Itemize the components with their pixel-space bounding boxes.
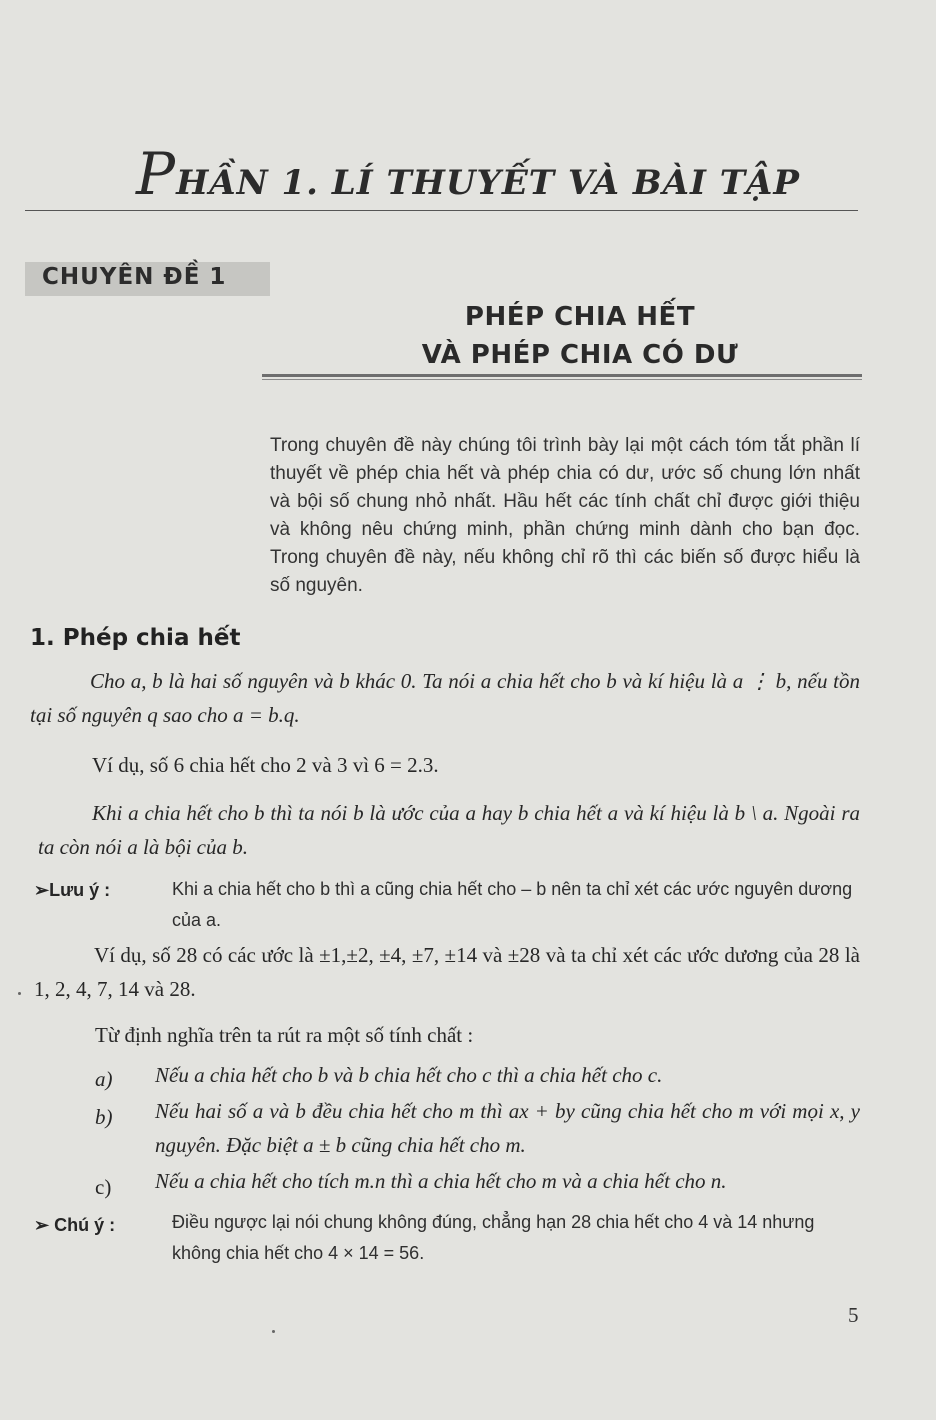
section-title: 1. Phép chia hết	[30, 625, 241, 651]
chapter-title-line1: PHÉP CHIA HẾT	[464, 302, 696, 332]
property-text-a: Nếu a chia hết cho b và b chia hết cho c thì a chia hết cho c.	[155, 1063, 663, 1087]
example-2: Ví dụ, số 28 có các ước là ±1,±2, ±4, ±7, ±14 và ±28 và ta chỉ xét các ước dương của 28 là 1, 2, 4, 7, 14 và 28.	[34, 943, 860, 1001]
chapter-title-rule-thin	[262, 379, 862, 380]
remark-label: ➢ Chú ý :	[34, 1215, 116, 1235]
property-label-c: c)	[95, 1175, 112, 1199]
property-label-a: a)	[95, 1067, 113, 1091]
property-text-c: Nếu a chia hết cho tích m.n thì a chia hết cho m và a chia hết cho n.	[155, 1169, 727, 1193]
property-label-b: b)	[95, 1105, 113, 1129]
print-speck	[18, 992, 21, 995]
part-title-rule	[25, 210, 858, 211]
note-text: Khi a chia hết cho b thì a cũng chia hết cho – b nên ta chỉ xét các ước nguyên dương của a.	[172, 879, 853, 930]
derive-line: Từ định nghĩa trên ta rút ra một số tính chất :	[95, 1023, 474, 1047]
part-title	[0, 140, 936, 208]
part-title-rest: HẦN 1. LÍ THUYẾT VÀ BÀI TẬP	[176, 163, 800, 203]
part-title-initial: P	[136, 140, 177, 208]
chapter-title	[320, 298, 840, 374]
definition-paragraph: Cho a, b là hai số nguyên và b khác 0. Ta nói a chia hết cho b và kí hiệu là a ⋮ b, nếu tồn tại số nguyên q sao cho a = b.q.	[30, 669, 860, 727]
remark-text: Điều ngược lại nói chung không đúng, chẳng hạn 28 chia hết cho 4 và 14 nhưng không chia hết cho 4 × 14 = 56.	[172, 1212, 815, 1263]
example-1: Ví dụ, số 6 chia hết cho 2 và 3 vì 6 = 2.3.	[92, 753, 439, 777]
property-text-b: Nếu hai số a và b đều chia hết cho m thì ax + by cũng chia hết cho m với mọi x, y nguyên. Đặc biệt a ± b cũng chia hết cho m.	[155, 1099, 860, 1157]
note-label: ➢Lưu ý :	[34, 880, 111, 900]
print-speck	[272, 1330, 275, 1333]
page-number: 5	[848, 1303, 859, 1327]
chapter-title-line2: VÀ PHÉP CHIA CÓ DƯ	[421, 340, 739, 370]
chapter-title-rule	[262, 374, 862, 377]
divisor-definition: Khi a chia hết cho b thì ta nói b là ước của a hay b chia hết a và kí hiệu là b \ a. Ngoài ra ta còn nói a là bội của b.	[38, 801, 860, 859]
intro-paragraph: Trong chuyên đề này chúng tôi trình bày lại một cách tóm tắt phần lí thuyết về phép chia hết và phép chia có dư, ước số chung lớn nhất và bội số chung nhỏ nhất. Hầu hết các tính chất chỉ được giới thiệu và không nêu chứng minh, phần chứng minh dành cho bạn đọc. Trong chuyên đề này, nếu không chỉ rõ thì các biến số được hiểu là số nguyên.	[270, 435, 860, 596]
chapter-label: CHUYÊN ĐỀ 1	[42, 264, 227, 290]
